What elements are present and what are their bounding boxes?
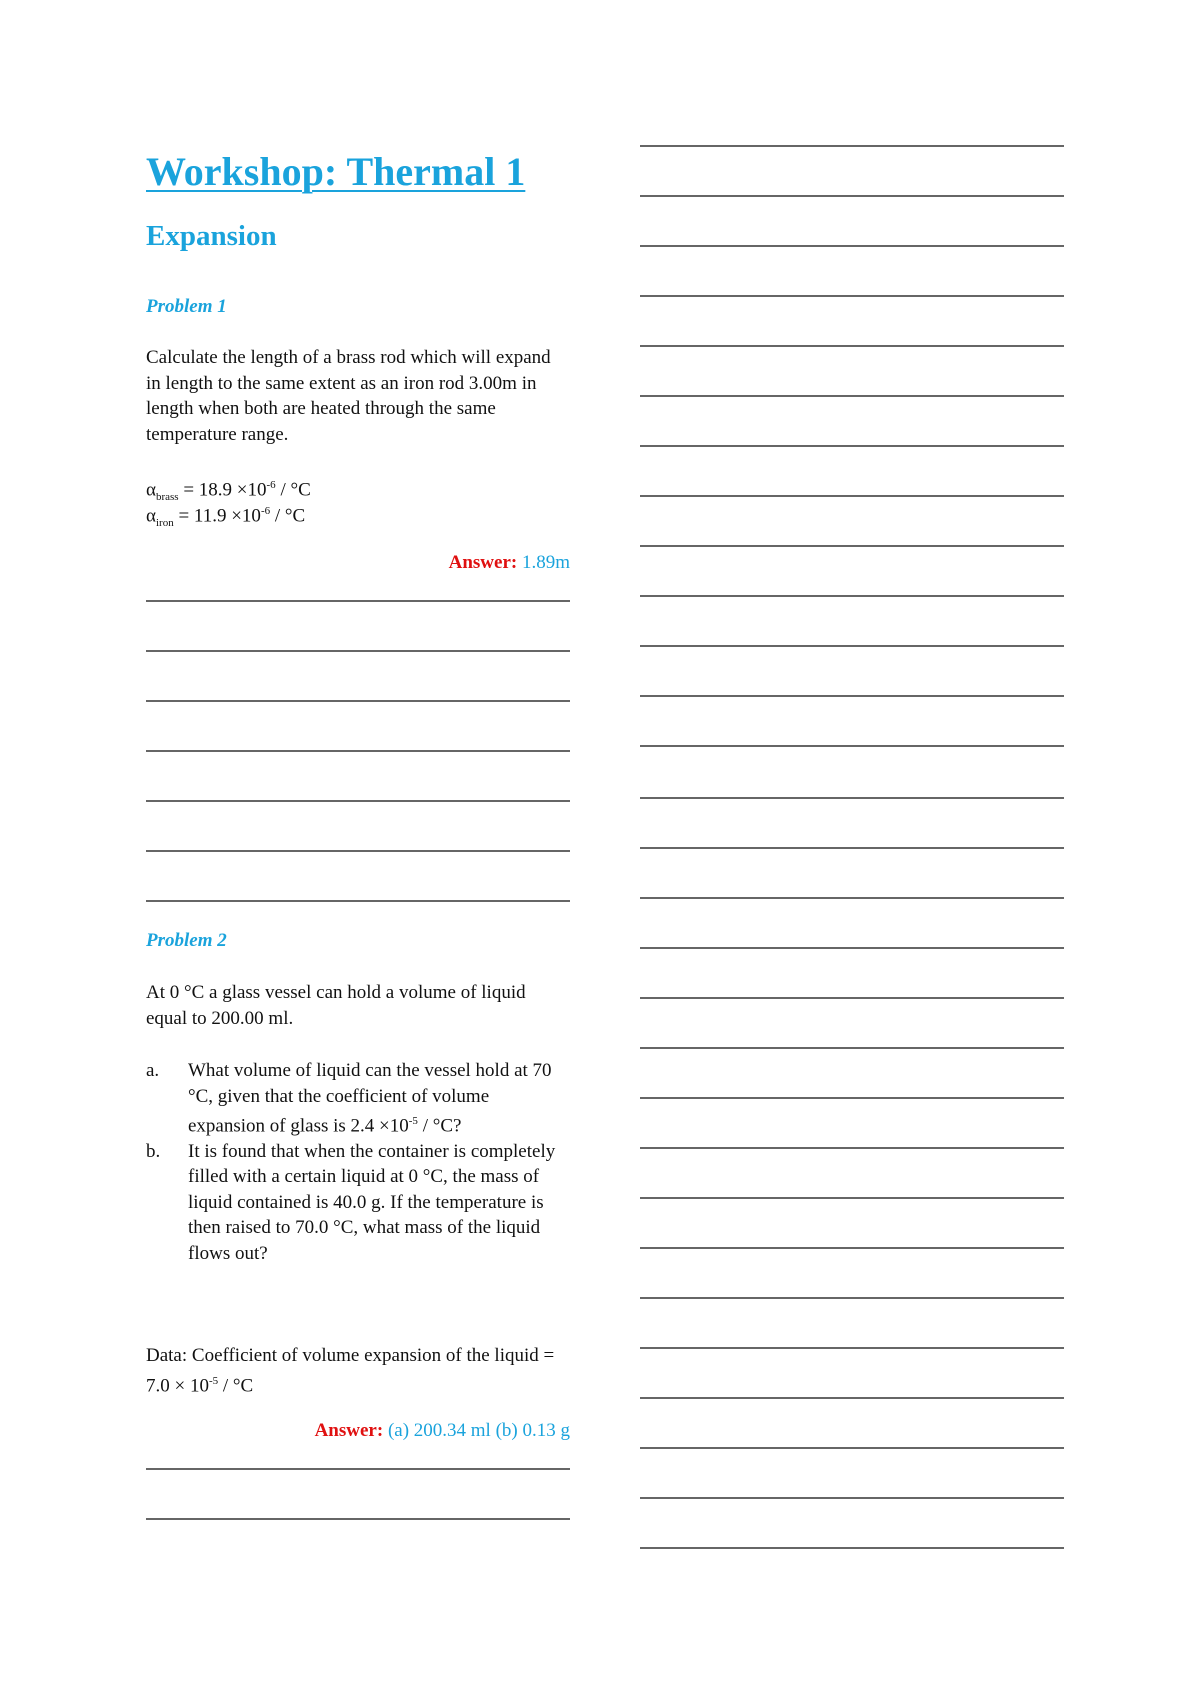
answer-line — [640, 1547, 1064, 1549]
problem-1-heading: Problem 1 — [146, 296, 227, 317]
problem-2-intro: At 0 °C a glass vessel can hold a volume of liquid equal to 200.00 ml. — [146, 982, 526, 1029]
problem-1-text: Calculate the length of a brass rod which will expand in length to the same extent as an iron rod 3.00m in length when both are heated through the same temperature range. — [146, 347, 551, 445]
answer-line — [640, 245, 1064, 247]
answer-line — [640, 595, 1064, 597]
section-heading: Expansion — [146, 220, 277, 252]
answer-line — [640, 345, 1064, 347]
answer-line — [640, 1497, 1064, 1499]
answer-line — [640, 495, 1064, 497]
answer-line — [640, 295, 1064, 297]
answer-line — [146, 700, 570, 702]
answer-line — [640, 645, 1064, 647]
answer-line — [640, 1397, 1064, 1399]
answer-line — [640, 195, 1064, 197]
answer-line — [640, 695, 1064, 697]
answer-line — [640, 1297, 1064, 1299]
answer-line — [640, 1147, 1064, 1149]
answer-line — [640, 545, 1064, 547]
question-a: a. What volume of liquid can the vessel hold at 70 °C, given that the coefficient of volume expansion of glass is $2.4 \times 10^{-5} / ^\circ C$? — [146, 1060, 552, 1137]
answer-line — [640, 1197, 1064, 1199]
answer-line — [640, 745, 1064, 747]
answer-line — [640, 797, 1064, 799]
problem-2-heading: Problem 2 — [146, 930, 227, 951]
answer-line — [146, 650, 570, 652]
answer-line — [640, 1347, 1064, 1349]
answer-line — [146, 1468, 570, 1470]
problem-2-questions — [146, 1058, 570, 1266]
answer-line — [146, 600, 570, 602]
problem-2-answer: Answer: (a) 200.34 ml (b) 0.13 g — [314, 1420, 570, 1441]
answer-line — [640, 145, 1064, 147]
answer-line — [640, 395, 1064, 397]
alpha-brass-formula: $\alpha_{brass} = 18.9 \times 10^{-6} / ^\circ C$ — [146, 479, 311, 504]
answer-line — [146, 750, 570, 752]
answer-line — [640, 897, 1064, 899]
answer-line — [640, 1247, 1064, 1249]
answer-line — [146, 800, 570, 802]
answer-line — [146, 850, 570, 852]
answer-line — [640, 445, 1064, 447]
answer-line — [146, 900, 570, 902]
answer-line — [640, 947, 1064, 949]
answer-line — [640, 847, 1064, 849]
page-title: Workshop: Thermal 1 — [146, 149, 526, 194]
problem-2-data: Data: Coefficient of volume expansion of the liquid = $7.0 \times 10^{-5} / ^\circ C$ — [146, 1345, 555, 1396]
answer-line — [146, 1518, 570, 1520]
answer-line — [640, 997, 1064, 999]
answer-line — [640, 1047, 1064, 1049]
question-b: b. It is found that when the container is completely filled with a certain liquid at 0 °C, the mass of liquid contained is 40.0 g. If the temperature is then raised to 70.0 °C, what mass of the liquid flows out? — [146, 1140, 556, 1264]
answer-line — [640, 1097, 1064, 1099]
alpha-iron-formula: $\alpha_{iron} = 11.9 \times 10^{-6} / ^\circ C$ — [146, 505, 306, 530]
problem-1-answer: Answer: 1.89m — [448, 552, 570, 573]
answer-line — [640, 1447, 1064, 1449]
